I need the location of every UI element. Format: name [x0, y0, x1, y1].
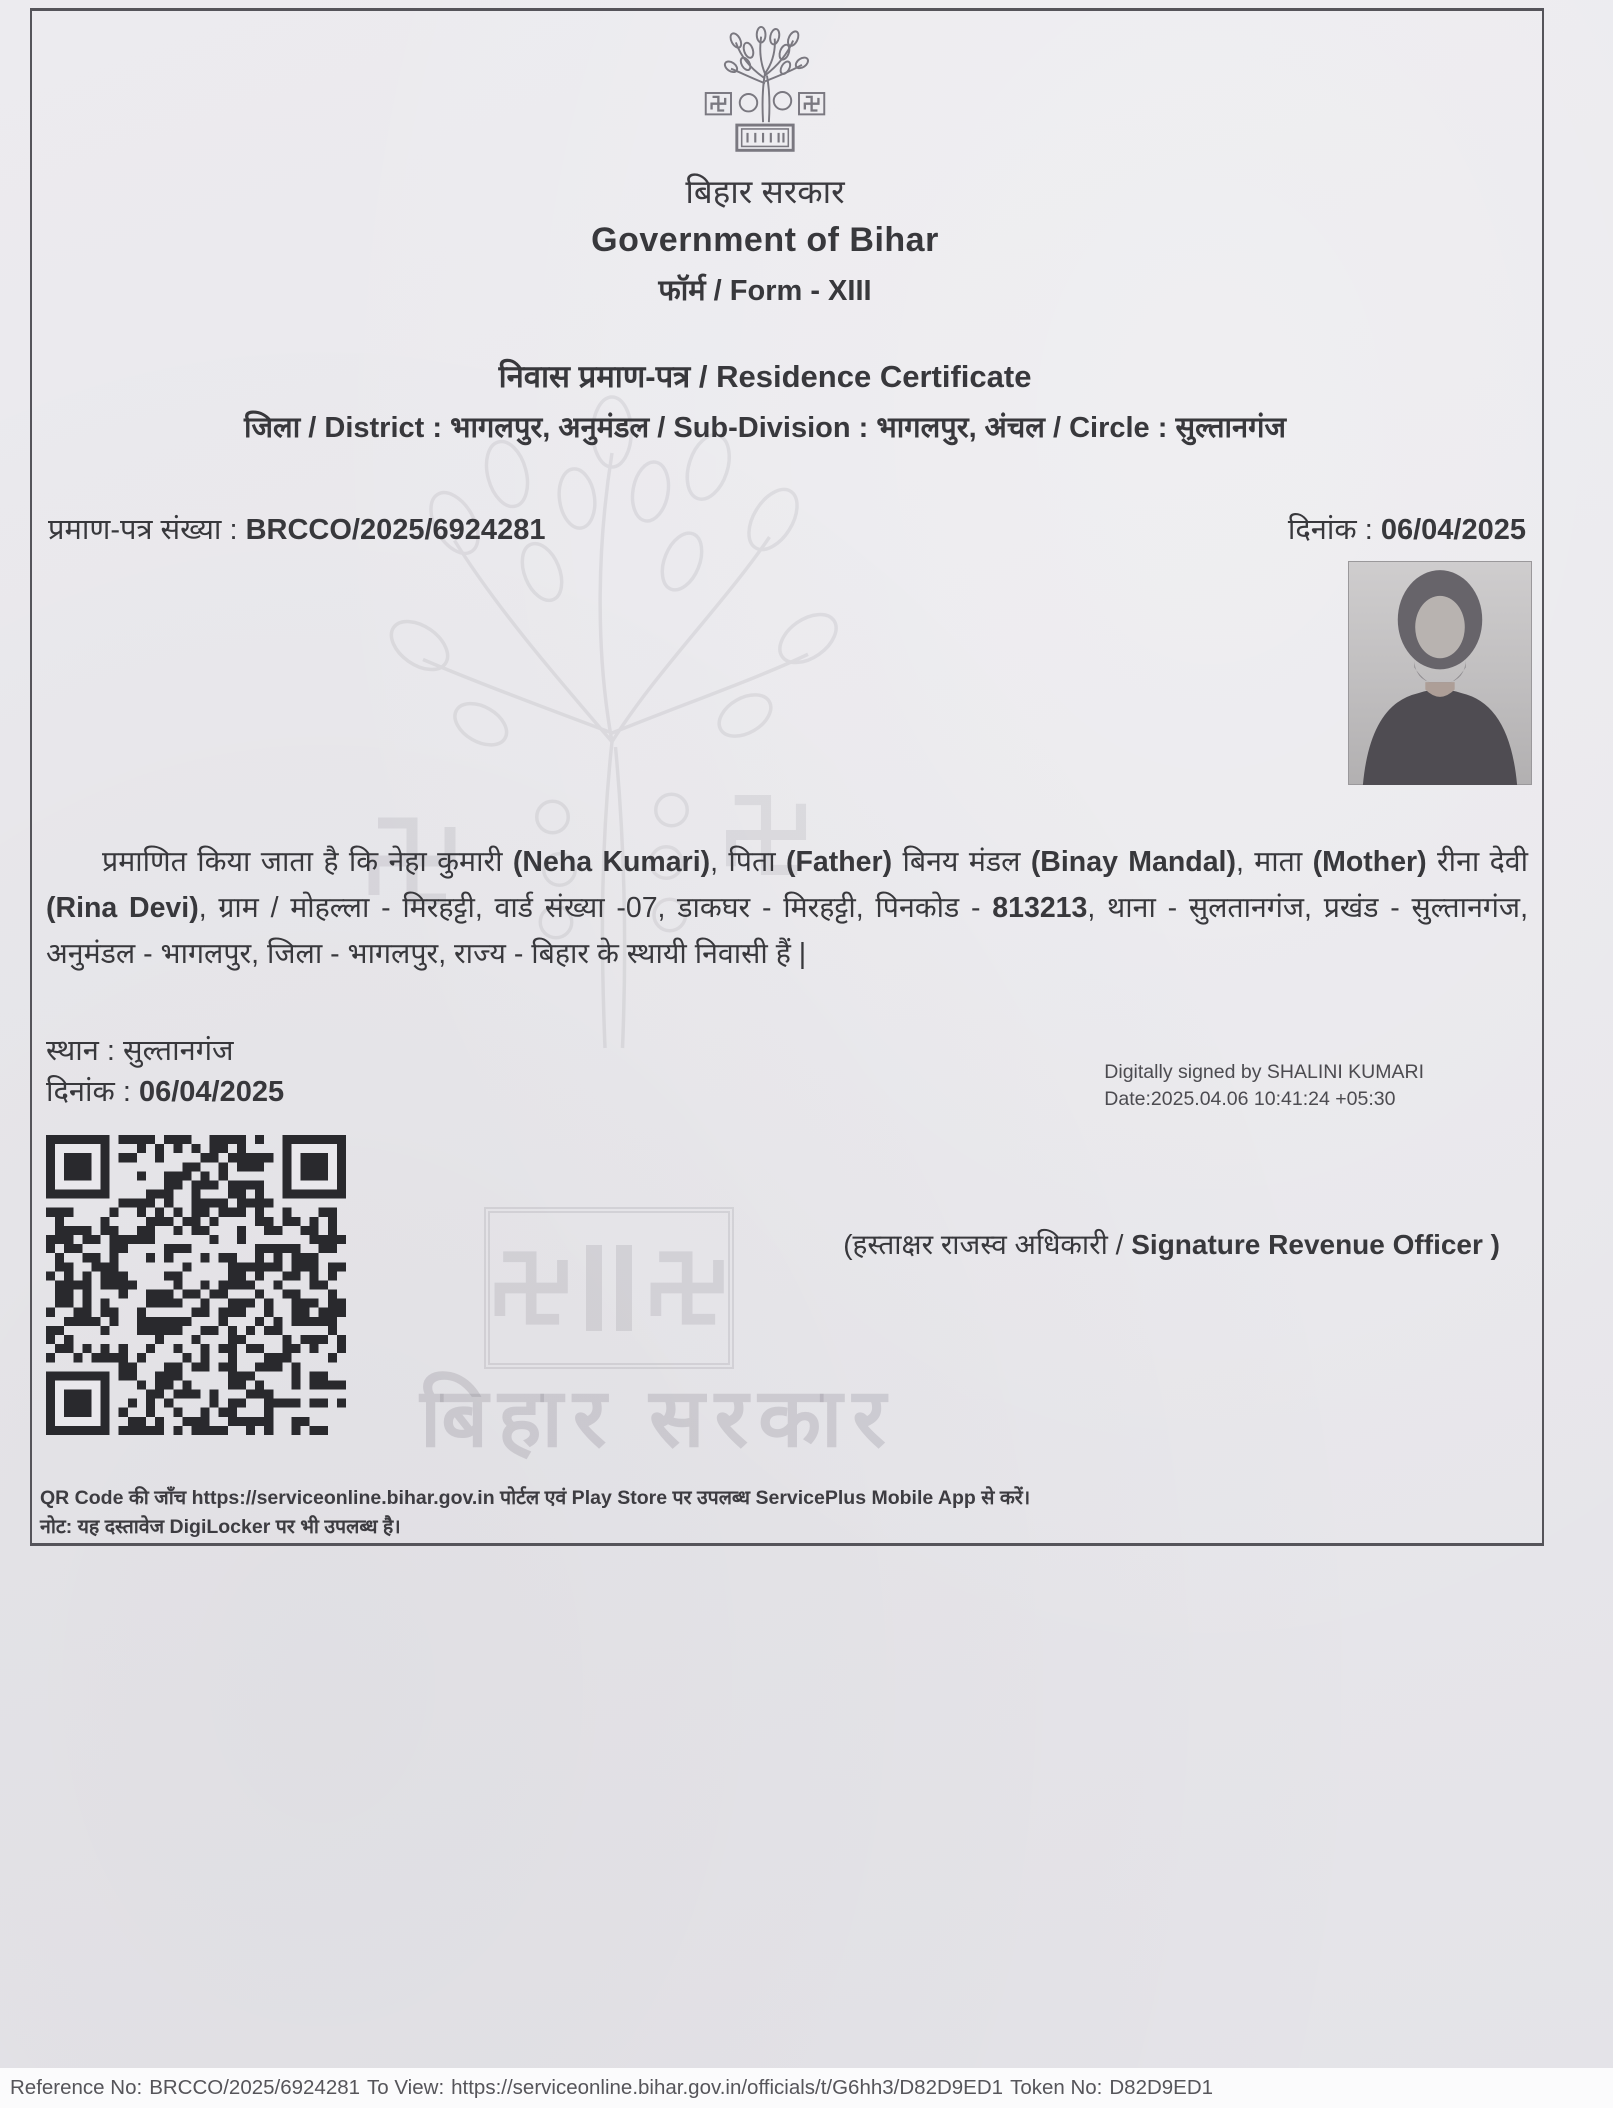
district-subdivision-circle-line: जिला / District : भागलपुर, अनुमंडल / Sub-Division : भागलपुर, अंचल / Circle : सुल्तानगंज [244, 412, 1286, 444]
footer-reference-label: Reference No: [10, 2076, 143, 2099]
issue-date-value: 06/04/2025 [1380, 514, 1526, 546]
qr-code [40, 1119, 352, 1451]
issue-date-label: दिनांक : [1287, 514, 1373, 546]
bihar-emblem-icon [690, 25, 840, 166]
date-line [46, 1072, 284, 1113]
certificate-number-value: BRCCO/2025/6924281 [245, 514, 546, 546]
date-value: 06/04/2025 [138, 1076, 285, 1108]
tree-watermark-icon [332, 383, 892, 1088]
issue-date [1288, 509, 1526, 548]
certificate-number [48, 509, 545, 548]
signature-label-hindi: (हस्ताक्षर राजस्व अधिकारी / [843, 1229, 1124, 1260]
applicant-photo [1348, 561, 1532, 785]
place-date-block [46, 1031, 284, 1113]
meta-row [48, 509, 1526, 548]
footer-token-label: Token No: [1010, 2076, 1103, 2099]
signature-label-english: Signature Revenue Officer ) [1131, 1229, 1500, 1260]
footer-reference-number: BRCCO/2025/6924281 [149, 2076, 361, 2099]
footer-reference-strip [0, 2068, 1613, 2108]
place-label: स्थान : [46, 1035, 115, 1067]
certificate-header [10, 25, 1520, 446]
digital-signature-block [1104, 1059, 1424, 1113]
government-name-hindi: बिहार सरकार [685, 173, 845, 210]
qr-note-line1: QR Code की जाँच https://serviceonline.bihar.gov.in पोर्टल एवं Play Store पर उपलब्ध ServicePlus Mobile App से करें। [40, 1487, 1031, 1509]
footer-view-url: https://serviceonline.bihar.gov.in/officials/t/G6hh3/D82D9ED1 [451, 2076, 1004, 2099]
government-name-english: Government of Bihar [591, 221, 939, 259]
date-label: दिनांक : [46, 1076, 131, 1108]
place-value: सुल्तानगंज [123, 1035, 234, 1067]
signature-officer-label [843, 1225, 1500, 1263]
watermark-text: बिहार सरकार [420, 1373, 896, 1464]
qr-note-line2: नोट: यह दस्तावेज DigiLocker पर भी उपलब्ध है। [40, 1516, 401, 1538]
qr-verification-note [40, 1484, 1030, 1542]
footer-view-label: To View: [367, 2076, 445, 2099]
digital-signature-line2: Date:2025.04.06 10:41:24 +05:30 [1104, 1088, 1396, 1110]
digital-signature-line1: Digitally signed by SHALINI KUMARI [1104, 1061, 1424, 1083]
certificate-number-label: प्रमाण-पत्र संख्या : [48, 514, 238, 546]
footer-token-number: D82D9ED1 [1109, 2076, 1214, 2099]
stamp-watermark-icon [484, 1207, 734, 1369]
certificate-title: निवास प्रमाण-पत्र / Residence Certificate [498, 359, 1032, 394]
certificate-body-text: प्रमाणित किया जाता है कि नेहा कुमारी (Neha Kumari), पिता (Father) बिनय मंडल (Binay Mandal), माता (Mother) रीना देवी (Rina Devi), ग्राम / मोहल्ला - मिरहट्टी, वार्ड संख्या -07, डाकघर - मिरहट्टी, पिनकोड - 813213, थाना - सुलतानगंज, प्रखंड - सुल्तानगंज, अनुमंडल - भागलपुर, जिला - भागलपुर, राज्य - बिहार के स्थायी निवासी हैं | [46, 846, 1528, 970]
certificate-border [30, 8, 1544, 1546]
form-number: फॉर्म / Form - XIII [658, 275, 872, 307]
place-line [46, 1031, 284, 1072]
